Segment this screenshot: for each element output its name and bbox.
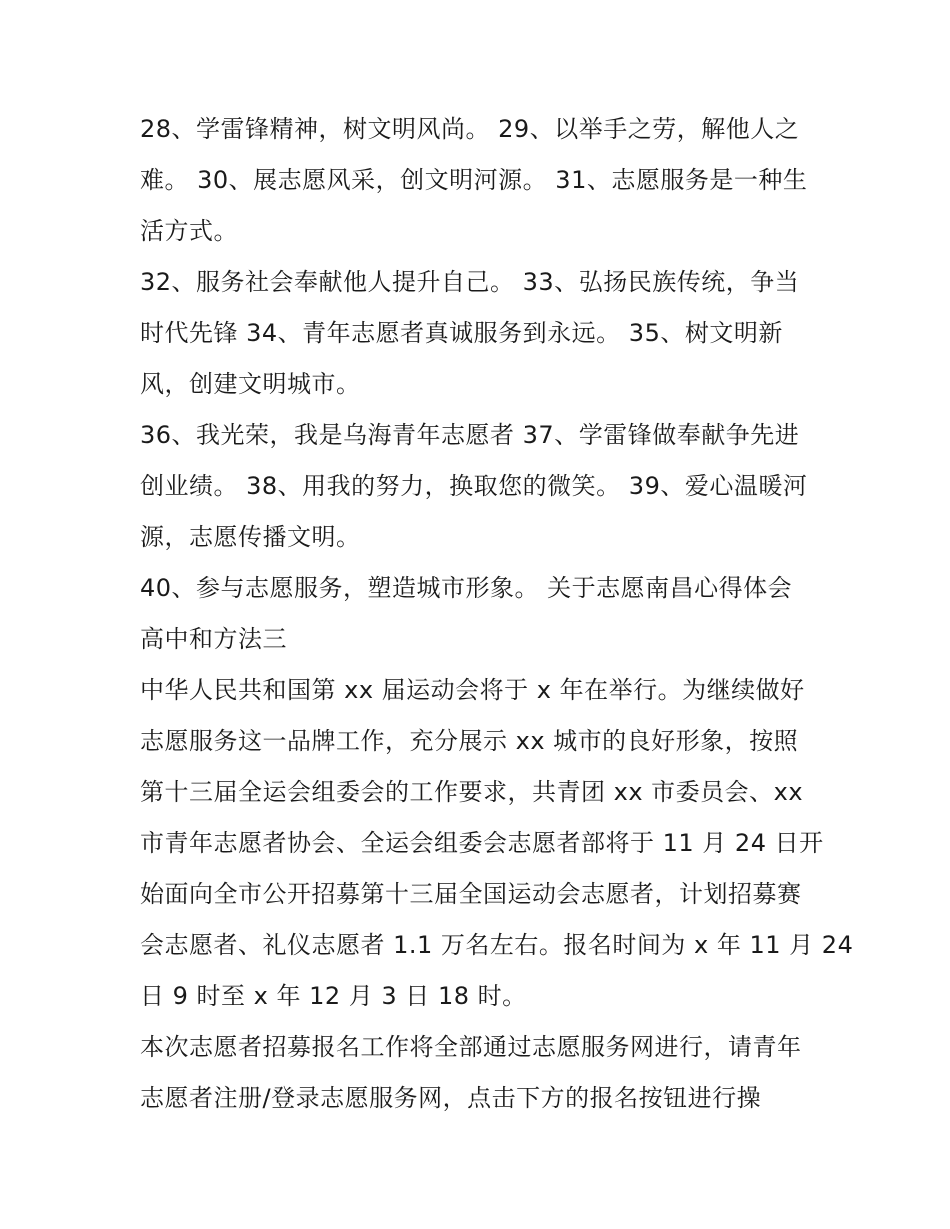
document-body (140, 104, 854, 1124)
text-line: 风，创建文明城市。 (140, 370, 361, 398)
text-line: 32、服务社会奉献他人提升自己。 33、弘扬民族传统，争当 (140, 268, 800, 296)
text-line: 志愿者注册/登录志愿服务网，点击下方的报名按钮进行操 (140, 1084, 762, 1112)
text-line: 第十三届全运会组委会的工作要求，共青团 xx 市委员会、xx (140, 778, 804, 806)
text-line: 市青年志愿者协会、全运会组委会志愿者部将于 11 月 24 日开 (140, 829, 824, 857)
text-line: 高中和方法三 (140, 625, 287, 653)
text-line: 28、学雷锋精神，树文明风尚。 29、以举手之劳，解他人之 (140, 115, 800, 143)
text-line: 活方式。 (140, 217, 238, 245)
text-line: 中华人民共和国第 xx 届运动会将于 x 年在举行。为继续做好 (140, 676, 805, 704)
text-line: 创业绩。 38、用我的努力，换取您的微笑。 39、爱心温暖河 (140, 472, 808, 500)
text-line: 40、参与志愿服务，塑造城市形象。 关于志愿南昌心得体会 (140, 574, 793, 602)
text-line: 源，志愿传播文明。 (140, 523, 361, 551)
text-line: 难。 30、展志愿风采，创文明河源。 31、志愿服务是一种生 (140, 166, 808, 194)
text-line: 日 9 时至 x 年 12 月 3 日 18 时。 (140, 982, 527, 1010)
text-line: 本次志愿者招募报名工作将全部通过志愿服务网进行，请青年 (140, 1033, 802, 1061)
text-line: 36、我光荣，我是乌海青年志愿者 37、学雷锋做奉献争先进 (140, 421, 800, 449)
text-line: 始面向全市公开招募第十三届全国运动会志愿者，计划招募赛 (140, 880, 802, 908)
text-line: 时代先锋 34、青年志愿者真诚服务到永远。 35、树文明新 (140, 319, 783, 347)
text-line: 志愿服务这一品牌工作，充分展示 xx 城市的良好形象，按照 (140, 727, 799, 755)
text-line: 会志愿者、礼仪志愿者 1.1 万名左右。报名时间为 x 年 11 月 24 (140, 931, 854, 959)
